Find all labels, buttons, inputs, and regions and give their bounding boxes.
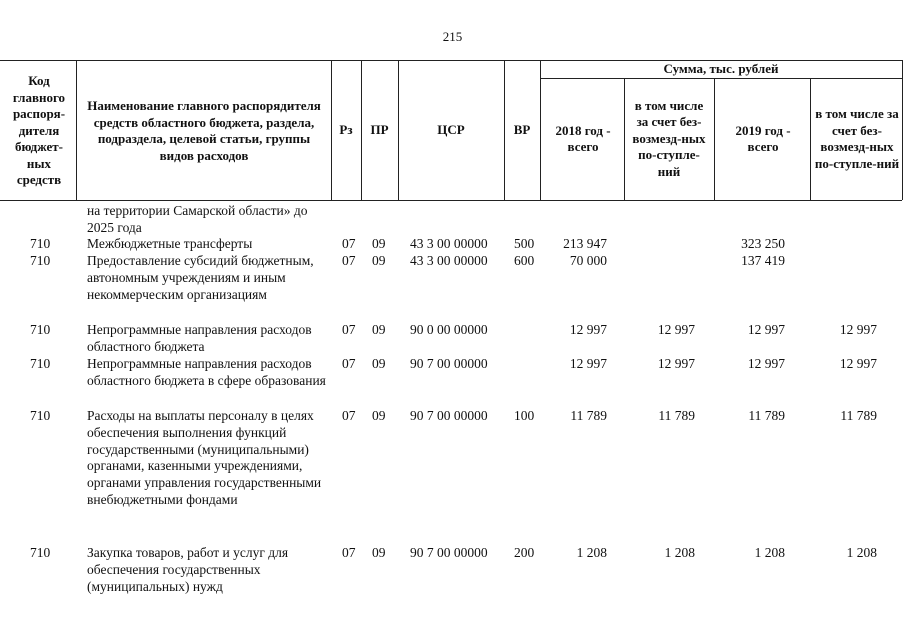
row-name: Закупка товаров, работ и услуг для обеспечения государственных (муниципальных) нужд: [87, 545, 289, 594]
row-2019-total: 11 789: [748, 408, 785, 423]
row-2019-total: 323 250: [741, 236, 785, 251]
row-code: 710: [30, 408, 51, 423]
row-2019-total: 1 208: [754, 545, 785, 560]
row-2018-incl: 1 208: [664, 545, 695, 560]
row-rz: 07: [342, 545, 356, 560]
row-name: Непрограммные направления расходов областного бюджета: [87, 322, 312, 354]
row-2019-total: 12 997: [747, 356, 785, 371]
header-sum: Сумма, тыс. рублей: [663, 60, 779, 76]
header-code: Код главного распоря-дителя бюджет-ных средств: [12, 73, 66, 188]
row-2018-total: 12 997: [569, 322, 607, 337]
row-2018-total: 1 208: [576, 545, 607, 560]
row-2018-total: 70 000: [569, 253, 607, 268]
header-2019-incl: в том числе за счет без-возмезд-ных по-ступле-ний: [814, 106, 900, 171]
row-2018-total: 213 947: [563, 236, 607, 251]
row-vr: 100: [514, 408, 535, 423]
row-pr: 09: [372, 236, 386, 251]
row-vr: 600: [514, 253, 535, 268]
row-2018-total: 12 997: [569, 356, 607, 371]
page-number: 215: [442, 29, 463, 44]
row-2019-total: 137 419: [741, 253, 785, 268]
header-pr: ПР: [370, 121, 389, 137]
row-csr: 90 0 00 00000: [410, 322, 488, 337]
row-pr: 09: [372, 322, 386, 337]
row-2019-total: 12 997: [747, 322, 785, 337]
row-rz: 07: [342, 236, 356, 251]
row-pr: 09: [372, 545, 386, 560]
row-code: 710: [30, 322, 51, 337]
row-pr: 09: [372, 253, 386, 268]
row-csr: 90 7 00 00000: [410, 356, 488, 371]
row-rz: 07: [342, 356, 356, 371]
row-code: 710: [30, 253, 51, 268]
row-pr: 09: [372, 408, 386, 423]
row-csr: 90 7 00 00000: [410, 545, 488, 560]
row-code: 710: [30, 545, 51, 560]
header-rz: Рз: [339, 121, 353, 137]
row-rz: 07: [342, 253, 356, 268]
row-rz: 07: [342, 408, 356, 423]
row-code: 710: [30, 236, 51, 251]
row-name: Расходы на выплаты персоналу в целях обеспечения выполнения функций государственными (муниципальными) органами, казенными учреждениями, органами управления государственными внебюджетными фондами: [87, 408, 322, 507]
header-2018-incl: в том числе за счет без-возмезд-ных по-ступле-ний: [632, 97, 706, 179]
row-csr: 43 3 00 00000: [410, 253, 488, 268]
row-name: на территории Самарской области» до 2025 года: [87, 203, 308, 235]
row-pr: 09: [372, 356, 386, 371]
header-2019-total: 2019 год - всего: [735, 122, 791, 154]
row-name: Межбюджетные трансферты: [87, 236, 253, 251]
row-2019-incl: 12 997: [839, 356, 877, 371]
row-2018-incl: 12 997: [657, 322, 695, 337]
header-name: Наименование главного распорядителя средств областного бюджета, раздела, подраздела, целевой статьи, группы видов расходов: [87, 98, 321, 163]
row-vr: 500: [514, 236, 535, 251]
table-header: [0, 60, 905, 200]
row-name: Предоставление субсидий бюджетным, автономным учреждениям и иным некоммерческим организациям: [87, 253, 314, 302]
row-code: 710: [30, 356, 51, 371]
header-csr: ЦСР: [437, 121, 465, 137]
row-2019-incl: 12 997: [839, 322, 877, 337]
header-2018-total: 2018 год - всего: [555, 122, 611, 154]
row-vr: 200: [514, 545, 535, 560]
row-2018-incl: 11 789: [658, 408, 695, 423]
row-csr: 90 7 00 00000: [410, 408, 488, 423]
row-rz: 07: [342, 322, 356, 337]
header-vr: ВР: [513, 121, 531, 137]
row-csr: 43 3 00 00000: [410, 236, 488, 251]
row-name: Непрограммные направления расходов областного бюджета в сфере образования: [87, 356, 326, 388]
row-2018-incl: 12 997: [657, 356, 695, 371]
row-2019-incl: 1 208: [846, 545, 877, 560]
row-2019-incl: 11 789: [840, 408, 877, 423]
row-2018-total: 11 789: [570, 408, 607, 423]
